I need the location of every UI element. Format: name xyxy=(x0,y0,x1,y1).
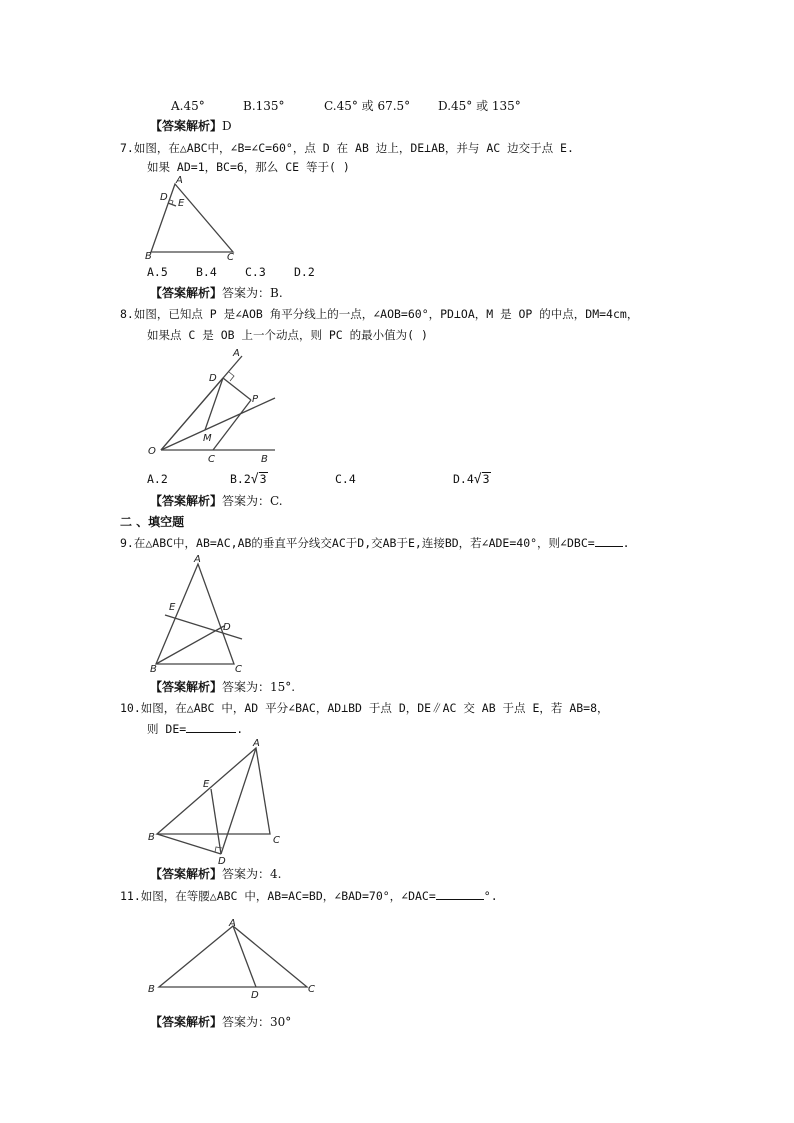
answer-text: 答案为：C. xyxy=(222,494,283,508)
q9-triangle xyxy=(156,564,234,664)
q6-option-b: B.135° xyxy=(243,99,285,113)
q11-figure xyxy=(145,916,325,1001)
q7-answer-row xyxy=(150,285,283,301)
q8-figure xyxy=(145,346,280,466)
q9-answer-row xyxy=(150,679,295,695)
q10-answer-blank xyxy=(186,721,236,733)
q7-label-b: B xyxy=(145,251,152,262)
q8-label-d: D xyxy=(209,373,217,384)
q8-option-b-radicand: 3 xyxy=(259,472,267,486)
q8-option-d: D.4√3 xyxy=(453,472,490,487)
q10-label-d: D xyxy=(218,856,226,867)
q9-label-d: D xyxy=(223,622,231,633)
answer-tag: 【答案解析】 xyxy=(150,867,223,881)
q10-seg-bd xyxy=(157,834,221,854)
q10-label-e: E xyxy=(203,779,210,790)
q8-line2: 如果点 C 是 OB 上一个动点，则 PC 的最小值为( ) xyxy=(147,328,428,342)
answer-tag: 【答案解析】 xyxy=(150,494,223,508)
answer-text: 答案为：B. xyxy=(222,286,283,300)
q8-label-p: P xyxy=(252,394,259,405)
q9-label-b: B xyxy=(150,664,157,675)
q10-label-c: C xyxy=(273,835,280,846)
answer-text: 答案为：4. xyxy=(222,867,282,881)
q10-line2: 则 DE= . xyxy=(147,722,244,736)
q8-seg-dp xyxy=(223,378,251,400)
q10-label-a: A xyxy=(253,738,260,749)
q8-answer-row xyxy=(150,493,283,509)
q8-option-c: C.4 xyxy=(335,472,356,486)
q6-option-d: D.45° 或 135° xyxy=(438,99,521,113)
q8-label-m: M xyxy=(203,433,212,444)
q10-figure xyxy=(145,736,290,866)
q7-label-e: E xyxy=(178,198,185,209)
q8-label-b: B xyxy=(261,454,268,465)
q11-triangle xyxy=(159,926,307,987)
q11-answer-row xyxy=(150,1014,291,1030)
q8-seg-do xyxy=(161,378,223,450)
q10-label-b: B xyxy=(148,832,155,843)
q6-option-a: A.45° xyxy=(171,99,205,113)
answer-text: 答案为：30° xyxy=(222,1015,292,1029)
q11-answer-blank xyxy=(436,888,484,900)
q8-option-d-radicand: 3 xyxy=(482,472,490,486)
q8-line1: 8.如图，已知点 P 是∠AOB 角平分线上的一点，∠AOB=60°，PD⊥OA，M 是 OP 的中点，DM=4cm， xyxy=(120,307,639,321)
q7-option-d: D.2 xyxy=(294,265,315,279)
q10-answer-row xyxy=(150,866,281,882)
q7-option-a: A.5 xyxy=(147,265,168,279)
q8-label-o: O xyxy=(148,446,156,457)
q9-label-a: A xyxy=(194,554,201,565)
q9-seg-bd xyxy=(156,626,224,664)
q11-text: 11.如图，在等腰△ABC 中，AB=AC=BD，∠BAD=70°，∠DAC= °. xyxy=(120,889,498,903)
answer-text: 答案为：15°. xyxy=(222,680,296,694)
q9-label-c: C xyxy=(235,664,242,675)
answer-tag: 【答案解析】 xyxy=(150,286,223,300)
q9-label-e: E xyxy=(169,602,176,613)
q6-option-c: C.45° 或 67.5° xyxy=(324,99,411,113)
q8-label-a: A xyxy=(233,348,240,359)
q11-label-b: B xyxy=(148,984,155,995)
q8-seg-dm xyxy=(205,378,223,430)
q7-option-b: B.4 xyxy=(196,265,217,279)
q7-label-c: C xyxy=(227,252,234,263)
answer-tag: 【答案解析】 xyxy=(150,119,223,133)
q7-figure xyxy=(145,174,245,264)
q10-triangle xyxy=(157,748,270,834)
q11-label-a: A xyxy=(229,918,236,929)
answer-tag: 【答案解析】 xyxy=(150,680,223,694)
q7-option-c: C.3 xyxy=(245,265,266,279)
q7-label-a: A xyxy=(176,175,183,186)
answer-tag: 【答案解析】 xyxy=(150,1015,223,1029)
q7-line2: 如果 AD=1，BC=6，那么 CE 等于( ) xyxy=(147,160,350,174)
q7-label-d: D xyxy=(160,192,168,203)
q7-line1: 7.如图，在△ABC中，∠B=∠C=60°，点 D 在 AB 边上，DE⊥AB，并与 AC 边交于点 E. xyxy=(120,141,574,155)
q11-label-c: C xyxy=(308,984,315,995)
section-title: 二 、填空题 xyxy=(120,515,185,529)
q6-answer-row xyxy=(150,118,232,134)
q8-seg-pc xyxy=(213,400,251,450)
answer-text: D xyxy=(222,119,232,133)
q11-label-d: D xyxy=(251,990,259,1001)
q9-figure xyxy=(147,552,247,674)
q10-line1: 10.如图，在△ABC 中，AD 平分∠BAC，AD⊥BD 于点 D，DE∥AC 交 AB 于点 E，若 AB=8， xyxy=(120,701,609,715)
q9-answer-blank xyxy=(595,535,623,547)
q8-label-c: C xyxy=(208,454,215,465)
q8-option-b: B.2√3 xyxy=(230,472,267,487)
q8-ray-op xyxy=(161,398,275,450)
q10-seg-de xyxy=(211,789,221,854)
q8-option-a: A.2 xyxy=(147,472,168,486)
q9-text: 9.在△ABC中，AB=AC,AB的垂直平分线交AC于D,交AB于E,连接BD，若∠ADE=40°，则∠DBC= . xyxy=(120,536,630,550)
q8-right-angle-mark xyxy=(229,372,234,381)
